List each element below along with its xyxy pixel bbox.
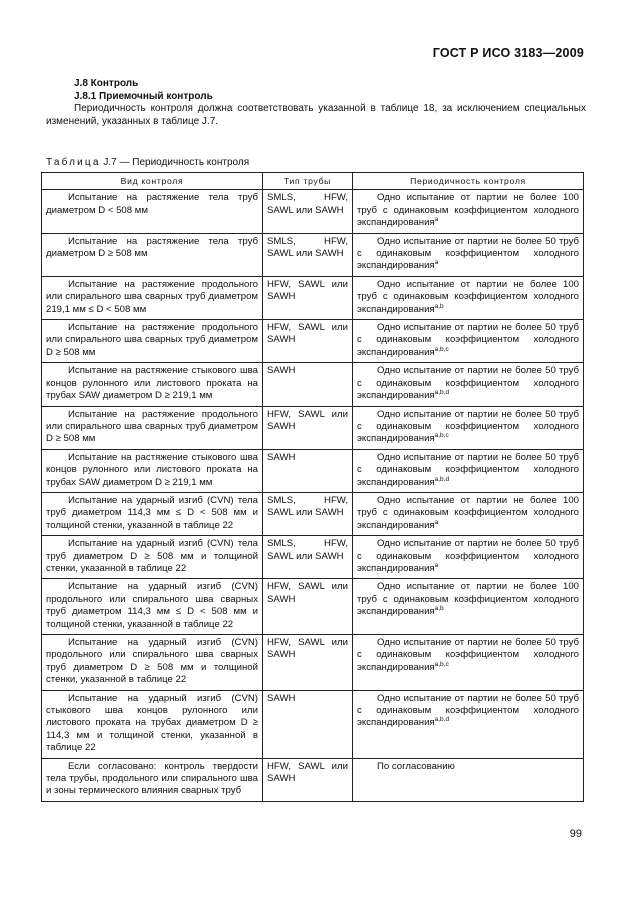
cell-test-type: Испытание на растяжение стыкового шва концов рулонного или листового проката на трубах SAW диаметром D ≥ 219,1 мм	[42, 363, 263, 406]
table-row	[42, 320, 584, 363]
cell-pipe-type: SAWH	[263, 449, 353, 492]
footnote-ref: a,b,c	[434, 660, 449, 668]
table-caption	[46, 157, 249, 168]
table-caption-prefix: Таблица	[46, 157, 101, 168]
cell-test-type: Испытание на ударный изгиб (CVN) тела труб диаметром 114,3 мм ≤ D < 508 мм и толщиной стенки, указанной в таблице 22	[42, 492, 263, 535]
cell-frequency	[353, 536, 584, 579]
cell-pipe-type: SAWH	[263, 690, 353, 758]
cell-test-type: Испытание на растяжение продольного или спирального шва сварных труб диаметром D ≥ 508 мм	[42, 320, 263, 363]
table-row	[42, 492, 584, 535]
cell-test-type: Испытание на ударный изгиб (CVN) продольного или спирального шва сварных труб диаметром D ≥ 508 мм и толщиной стенки, указанной в таблице 22	[42, 635, 263, 691]
page-number: 99	[569, 828, 582, 840]
frequency-text: Одно испытание от партии не более 50 труб с одинаковым коэффициентом холодного экспандирования	[357, 451, 579, 488]
table-row	[42, 758, 584, 801]
cell-pipe-type: HFW, SAWL или SAWH	[263, 406, 353, 449]
cell-frequency	[353, 363, 584, 406]
table-row	[42, 449, 584, 492]
footnote-ref: a,b,c	[434, 345, 449, 353]
cell-pipe-type: HFW, SAWL или SAWH	[263, 635, 353, 691]
cell-pipe-type: HFW, SAWL или SAWH	[263, 276, 353, 319]
frequency-text: Одно испытание от партии не более 100 труб с одинаковым коэффициентом холодного экспандирования	[357, 192, 579, 229]
section-heading: J.8 Контроль	[74, 78, 139, 89]
table-row	[42, 536, 584, 579]
cell-test-type: Испытание на растяжение стыкового шва концов рулонного или листового проката на трубах SAW диаметром D ≥ 219,1 мм	[42, 449, 263, 492]
footnote-ref: a,b	[434, 302, 444, 310]
table-row	[42, 635, 584, 691]
cell-frequency	[353, 190, 584, 233]
cell-test-type: Испытание на ударный изгиб (CVN) продольного или спирального шва сварных труб диаметром 114,3 мм ≤ D < 508 мм и толщиной стенки, указанной в таблице 22	[42, 579, 263, 635]
table-row	[42, 190, 584, 233]
column-header-test: Вид контроля	[42, 173, 263, 190]
footnote-ref: a,b,d	[434, 389, 450, 397]
column-header-frequency: Периодичность контроля	[353, 173, 584, 190]
section-j8	[46, 78, 586, 128]
table-caption-title: J.7 — Периодичность контроля	[103, 157, 250, 168]
frequency-text: Одно испытание от партии не более 100 труб с одинаковым коэффициентом холодного экспандирования	[357, 581, 579, 618]
subsection-heading: J.8.1 Приемочный контроль	[74, 90, 213, 102]
cell-pipe-type: SMLS, HFW, SAWL или SAWH	[263, 233, 353, 276]
cell-test-type: Если согласовано: контроль твердости тела трубы, продольного или спирального шва и зоны термического влияния сварных труб	[42, 758, 263, 801]
frequency-text: Одно испытание от партии не более 50 труб с одинаковым коэффициентом холодного экспандирования	[357, 538, 579, 574]
cell-frequency	[353, 406, 584, 449]
footnote-ref: a,b,d	[434, 475, 450, 483]
table-row	[42, 690, 584, 758]
frequency-text: Одно испытание от партии не более 100 труб с одинаковым коэффициентом холодного экспандирования	[357, 494, 579, 531]
inspection-frequency-table	[41, 172, 584, 802]
cell-frequency	[353, 579, 584, 635]
table-row	[42, 579, 584, 635]
table-header-row	[42, 173, 584, 190]
footnote-ref: a	[434, 561, 439, 569]
footnote-ref: a	[434, 259, 439, 267]
cell-pipe-type: HFW, SAWL или SAWH	[263, 320, 353, 363]
cell-frequency	[353, 276, 584, 319]
footnote-ref: a,b	[434, 605, 444, 613]
footnote-ref: a	[434, 518, 439, 526]
table-row	[42, 406, 584, 449]
table-row	[42, 233, 584, 276]
cell-pipe-type: SMLS, HFW, SAWL или SAWH	[263, 536, 353, 579]
frequency-text: Одно испытание от партии не более 50 труб с одинаковым коэффициентом холодного экспандирования	[357, 322, 579, 358]
frequency-text: Одно испытание от партии не более 50 труб с одинаковым коэффициентом холодного экспандирования	[357, 637, 579, 673]
cell-frequency	[353, 690, 584, 758]
cell-test-type: Испытание на растяжение продольного или спирального шва сварных труб диаметром D ≥ 508 мм	[42, 406, 263, 449]
frequency-text: По согласованию	[377, 760, 455, 772]
document-code: ГОСТ Р ИСО 3183—2009	[432, 46, 584, 60]
cell-test-type: Испытание на растяжение тела труб диаметром D ≥ 508 мм	[42, 233, 263, 276]
cell-frequency	[353, 492, 584, 535]
cell-pipe-type: HFW, SAWL или SAWH	[263, 758, 353, 801]
frequency-text: Одно испытание от партии не более 50 труб с одинаковым коэффициентом холодного экспандирования	[357, 408, 579, 445]
cell-test-type: Испытание на растяжение тела труб диаметром D < 508 мм	[42, 190, 263, 233]
frequency-text: Одно испытание от партии не более 50 труб с одинаковым коэффициентом холодного экспандирования	[357, 365, 579, 402]
table-row	[42, 276, 584, 319]
frequency-text: Одно испытание от партии не более 50 труб с одинаковым коэффициентом холодного экспандирования	[357, 235, 579, 272]
cell-frequency	[353, 635, 584, 691]
table-row	[42, 363, 584, 406]
cell-pipe-type: SAWH	[263, 363, 353, 406]
footnote-ref: a,b,d	[434, 716, 450, 724]
cell-test-type: Испытание на растяжение продольного или спирального шва сварных труб диаметром 219,1 мм ≤ D < 508 мм	[42, 276, 263, 319]
cell-pipe-type: SMLS, HFW, SAWL или SAWH	[263, 190, 353, 233]
cell-pipe-type: HFW, SAWL или SAWH	[263, 579, 353, 635]
cell-test-type: Испытание на ударный изгиб (CVN) стыкового шва концов рулонного или листового проката на трубах диаметром D ≥ 114,3 мм и толщиной стенки, указанной в таблице 22	[42, 690, 263, 758]
frequency-text: Одно испытание от партии не более 100 труб с одинаковым коэффициентом холодного экспандирования	[357, 278, 579, 315]
column-header-pipe-type: Тип трубы	[263, 173, 353, 190]
footnote-ref: a	[434, 216, 439, 224]
cell-pipe-type: SMLS, HFW, SAWL или SAWH	[263, 492, 353, 535]
cell-frequency	[353, 449, 584, 492]
cell-frequency	[353, 233, 584, 276]
cell-test-type: Испытание на ударный изгиб (CVN) тела труб диаметром D ≥ 508 мм и толщиной стенки, указанной в таблице 22	[42, 536, 263, 579]
footnote-ref: a,b,c	[434, 432, 449, 440]
section-paragraph: Периодичность контроля должна соответствовать указанной в таблице 18, за исключением специальных изменений, указанных в таблице J.7.	[46, 103, 586, 127]
cell-frequency	[353, 758, 584, 801]
cell-frequency	[353, 320, 584, 363]
frequency-text: Одно испытание от партии не более 50 труб с одинаковым коэффициентом холодного экспандирования	[357, 692, 579, 729]
